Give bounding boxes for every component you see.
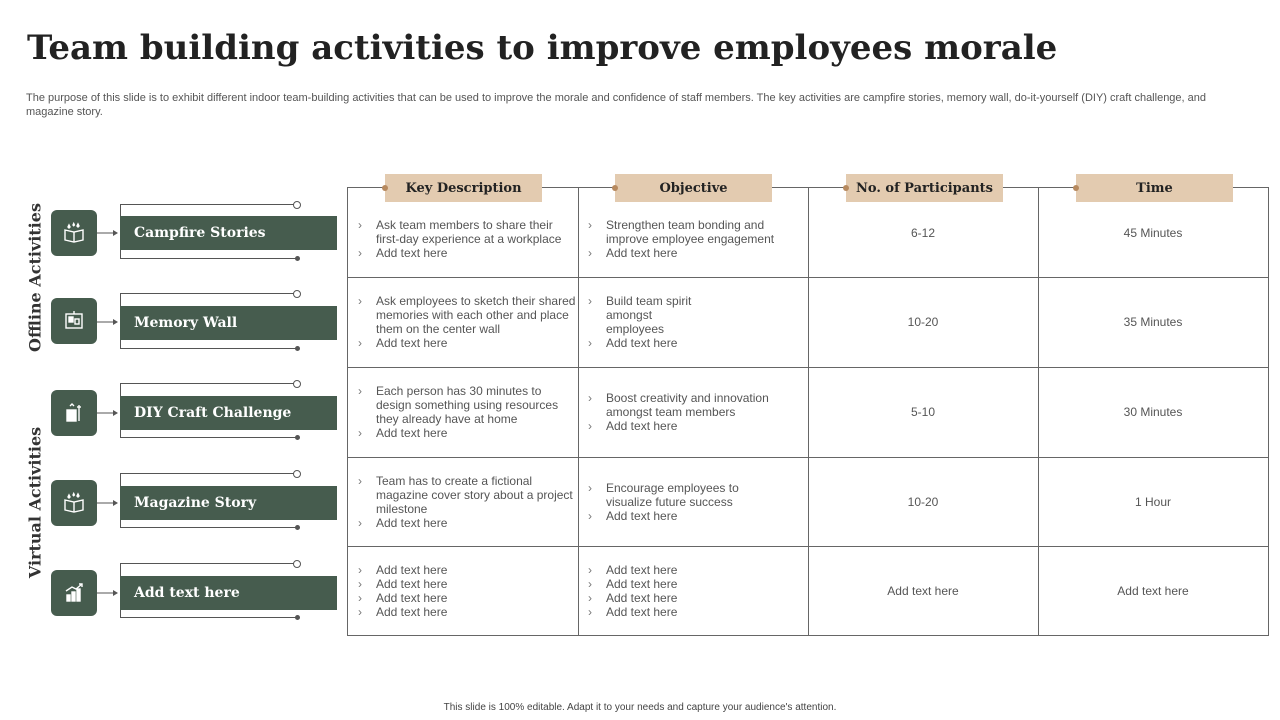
arrow-right-icon [97,588,119,598]
arrow-right-icon [97,408,119,418]
craft-tools-icon [51,390,97,436]
table-cell-description: › Add text here › Add text here › Add text here › Add text here [348,546,576,635]
table-cell-time: 30 Minutes [1123,405,1183,419]
table-cell-objective: › Strengthen team bonding and improve employee engagement › Add text here [578,202,806,276]
table-cell-description: › Ask team members to share their first-day experience at a workplace › Add text here [348,202,576,276]
activity-diy-craft-challenge: DIY Craft Challenge [120,396,337,430]
header-key-description: Key Description [385,174,542,202]
arrow-right-icon [97,498,119,508]
table-cell-time: Add text here [1117,583,1189,598]
header-objective: Objective [615,174,772,202]
virtual-activities-label: Virtual Activities [25,426,45,579]
table-cell-objective: › Encourage employees to visualize future success › Add text here [578,457,806,546]
table-cell-participants: 10-20 [907,494,939,509]
offline-activities-label: Offline Activities [25,203,45,352]
header-participants: No. of Participants [846,174,1003,202]
table-cell-time: 45 Minutes [1123,225,1183,240]
growth-chart-icon [51,570,97,616]
activity-campfire-stories: Campfire Stories [120,216,337,250]
table-cell-objective: › Add text here › Add text here › Add text here › Add text here [578,546,806,635]
table-cell-objective: › Boost creativity and innovation amongst team members › Add text here [578,367,806,457]
table-cell-time: 1 Hour [1134,494,1172,509]
photo-wall-icon [51,298,97,344]
table-cell-objective: › Build team spirit amongst employees › Add text here [578,277,806,367]
page-title: Team building activities to improve employees morale [27,28,1058,68]
table-cell-participants: 6-12 [910,225,936,240]
table-cell-description: › Team has to create a fictional magazine cover story about a project milestone › Add text here [348,457,576,546]
table-cell-participants: 10-20 [907,315,939,329]
activity-add-text: Add text here [120,576,337,610]
table-cell-participants: 5-10 [910,405,936,419]
arrow-right-icon [97,228,119,238]
table-cell-participants: Add text here [887,583,959,598]
table-cell-description: › Each person has 30 minutes to design something using resources they already have at home › Add text here [348,367,576,457]
footer-note: This slide is 100% editable. Adapt it to your needs and capture your audience's attention. [443,702,837,713]
table-cell-time: 35 Minutes [1123,315,1183,329]
activity-magazine-story: Magazine Story [120,486,337,520]
activity-memory-wall: Memory Wall [120,306,337,340]
arrow-right-icon [97,317,119,327]
book-sparkle-icon [51,210,97,256]
header-time: Time [1076,174,1233,202]
book-sparkle-icon [51,480,97,526]
page-subtitle: The purpose of this slide is to exhibit different indoor team-building activities that can be used to improve the morale and confidence of staff members. The key activities are campfire stories, memory wall, do-it-yourself (DIY) craft challenge, and magazine story. [26,92,1207,118]
table-cell-description: › Ask employees to sketch their shared memories with each other and place them on the center wall › Add text here [348,277,576,367]
